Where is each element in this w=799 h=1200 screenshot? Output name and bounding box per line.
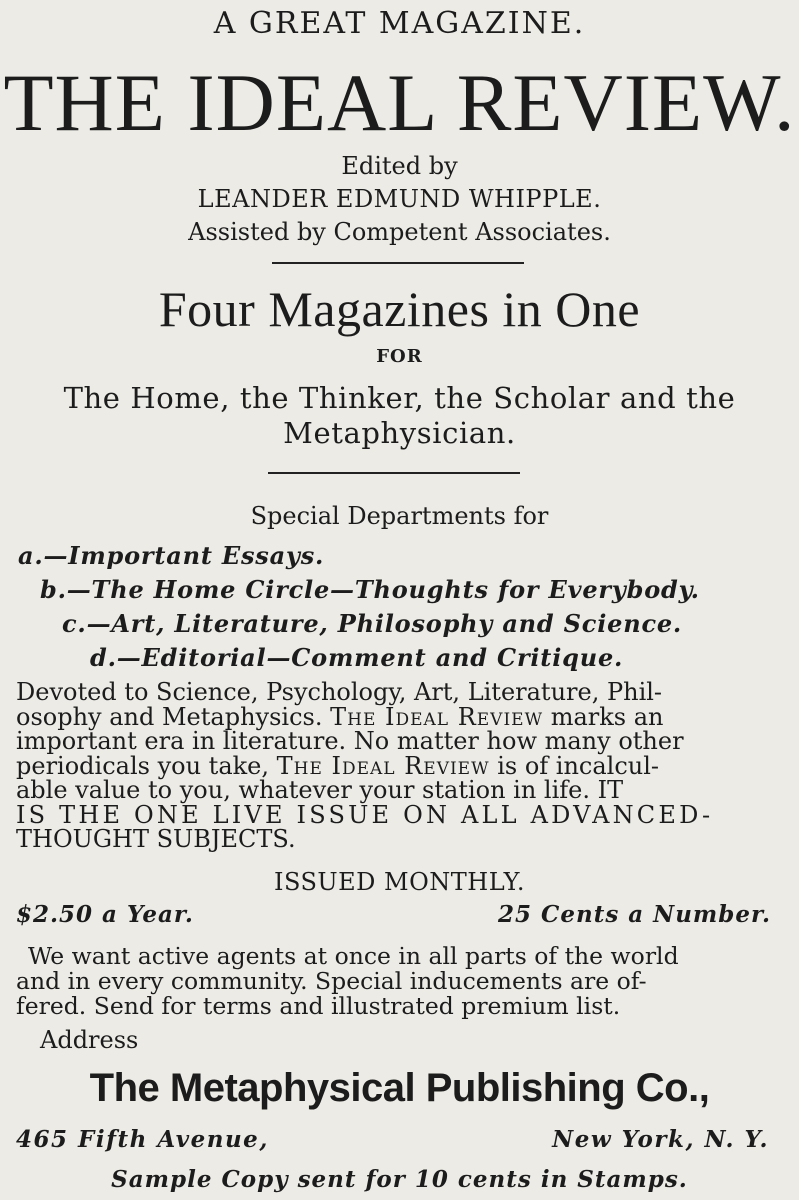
departments-heading: Special Departments for (250, 502, 549, 530)
assisted-by: Assisted by Competent Associates. (188, 218, 611, 246)
editor-name: LEANDER EDMUND WHIPPLE. (197, 185, 602, 213)
per-number-price: 25 Cents a Number. (498, 901, 771, 928)
description-line: IS THE ONE LIVE ISSUE ON ALL ADVANCED- (16, 800, 714, 829)
street-address: 465 Fifth Avenue, (16, 1126, 269, 1153)
agents-line: and in every community. Special inducements are of- (16, 967, 647, 995)
description-line: THOUGHT SUBJECTS. (16, 825, 296, 853)
divider-middle (268, 472, 520, 474)
ideal-review-name: The Ideal Review (276, 751, 490, 780)
audience-line-2: Metaphysician. (283, 416, 516, 450)
for-label: FOR (376, 346, 423, 367)
edited-by: Edited by (341, 152, 458, 180)
ideal-review-name: The Ideal Review (330, 702, 544, 731)
sample-copy-note: Sample Copy sent for 10 cents in Stamps. (111, 1166, 688, 1193)
divider-top (272, 262, 524, 264)
department-item: b.—The Home Circle—Thoughts for Everybody. (40, 575, 700, 604)
agents-line: We want active agents at once in all parts of the world (28, 942, 679, 970)
description-paragraph (16, 680, 776, 852)
description-line: periodicals you take, The Ideal Review is of incalcul- (16, 751, 660, 780)
audience-line-1: The Home, the Thinker, the Scholar and the (63, 381, 736, 415)
agents-line: fered. Send for terms and illustrated premium list. (16, 992, 621, 1020)
description-line: able value to you, whatever your station in life. IT (16, 776, 624, 804)
magazine-title: THE IDEAL REVIEW. (3, 57, 796, 148)
description-line: Devoted to Science, Psychology, Art, Literature, Phil- (16, 678, 663, 706)
headline: Four Magazines in One (158, 281, 641, 337)
description-line: osophy and Metaphysics. The Ideal Review marks an (16, 702, 664, 731)
department-item: d.—Editorial—Comment and Critique. (90, 643, 624, 672)
publisher-name: The Metaphysical Publishing Co., (89, 1066, 710, 1110)
agents-paragraph (16, 944, 776, 1019)
kicker: A GREAT MAGAZINE. (213, 6, 586, 41)
department-item: c.—Art, Literature, Philosophy and Science. (62, 609, 683, 638)
issued-monthly: ISSUED MONTHLY. (273, 868, 526, 896)
yearly-price: $2.50 a Year. (16, 901, 194, 928)
address-label: Address (40, 1026, 139, 1054)
description-line: important era in literature. No matter how many other (16, 727, 684, 755)
city-address: New York, N. Y. (552, 1126, 769, 1153)
department-item: a.—Important Essays. (18, 541, 325, 570)
